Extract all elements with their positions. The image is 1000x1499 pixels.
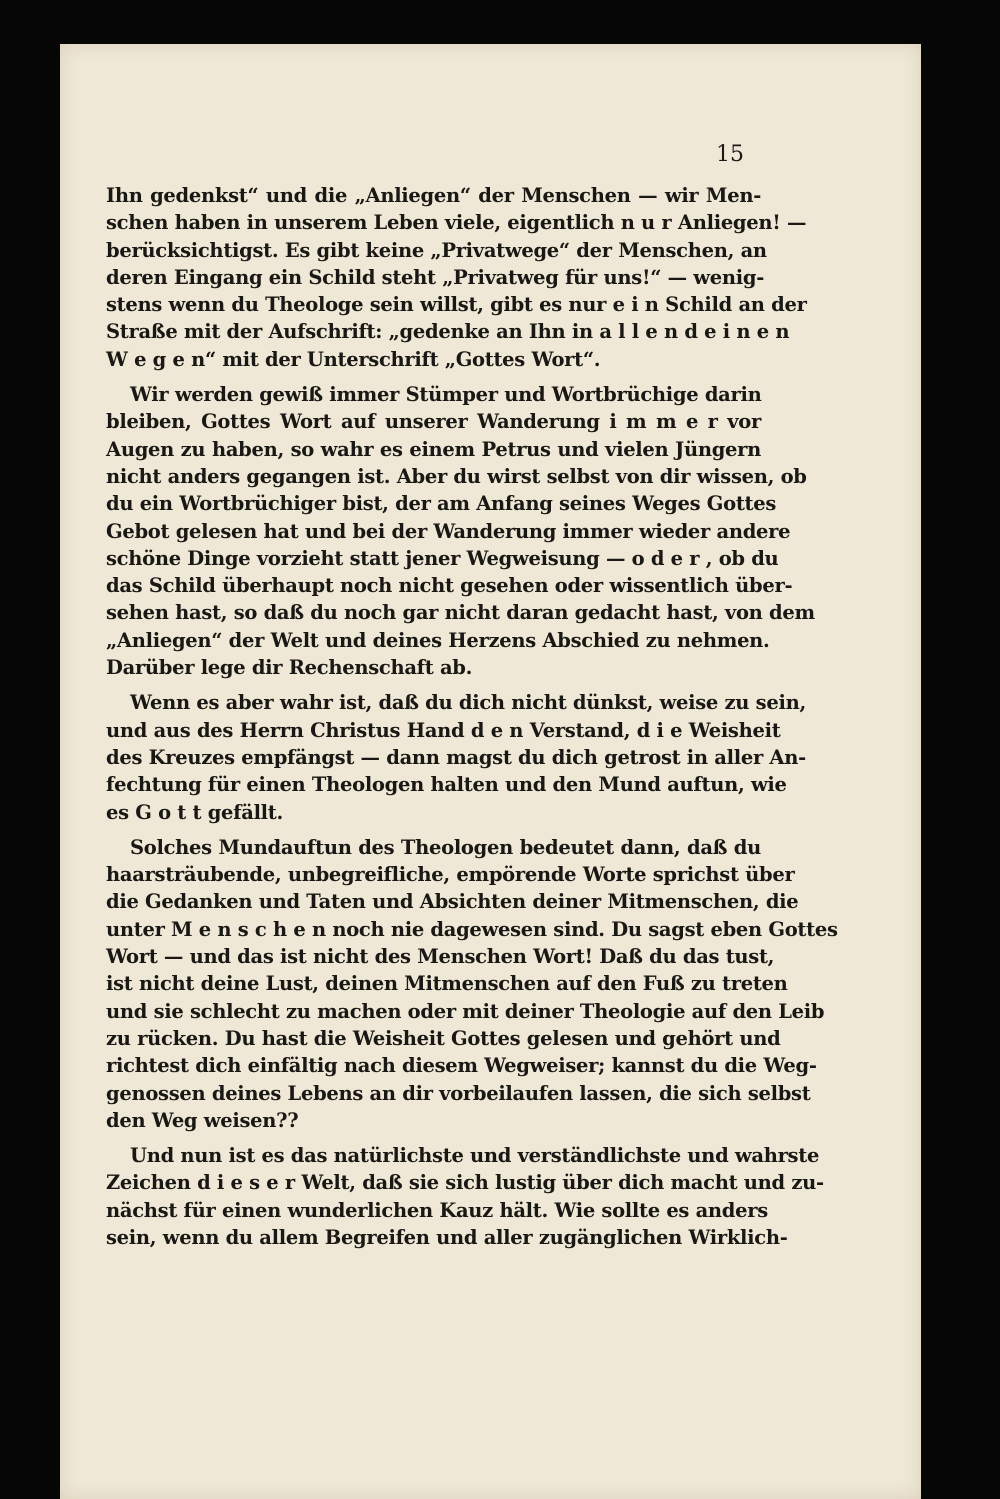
text-line: und sie schlecht zu machen oder mit deiner Theologie auf den Leib <box>106 999 825 1023</box>
paragraph-2 <box>106 381 815 681</box>
text-line: es G o t t gefällt. <box>106 800 283 824</box>
text-line: deren Eingang ein Schild steht „Privatweg für uns!“ — wenig- <box>106 265 764 289</box>
text-line: Wort — und das ist nicht des Menschen Wort! Daß du das tust, <box>106 945 775 969</box>
text-line: unter M e n s c h e n noch nie dagewesen sind. Du sagst eben Gottes <box>106 917 838 941</box>
text-line: den Weg weisen?? <box>106 1108 299 1132</box>
paragraph-3 <box>106 689 806 825</box>
text-line: und aus des Herrn Christus Hand d e n Verstand, d i e Weisheit <box>106 718 781 742</box>
page-number: 15 <box>716 142 744 167</box>
text-line: Straße mit der Aufschrift: „gedenke an Ihn in a l l e n d e i n e n <box>106 320 790 344</box>
text-line: Zeichen d i e s e r Welt, daß sie sich lustig über dich macht und zu- <box>106 1171 824 1195</box>
text-line: Wenn es aber wahr ist, daß du dich nicht dünkst, weise zu sein, <box>130 691 806 715</box>
text-line: Ihn gedenkst“ und die „Anliegen“ der Menschen — wir Men- <box>106 184 761 207</box>
text-line: nicht anders gegangen ist. Aber du wirst selbst von dir wissen, ob <box>106 464 807 488</box>
text-line: du ein Wortbrüchiger bist, der am Anfang seines Weges Gottes <box>106 492 777 516</box>
text-line: ist nicht deine Lust, deinen Mitmenschen auf den Fuß zu treten <box>106 972 788 996</box>
text-line: zu rücken. Du hast die Weisheit Gottes gelesen und gehört und <box>106 1026 781 1050</box>
text-line: Gebot gelesen hat und bei der Wanderung immer wieder andere <box>106 519 791 543</box>
text-line: stens wenn du Theologe sein willst, gibt es nur e i n Schild an der <box>106 293 807 317</box>
text-line: Und nun ist es das natürlichste und verständlichste und wahrste <box>130 1144 820 1168</box>
text-line: sein, wenn du allem Begreifen und aller zugänglichen Wirklich- <box>106 1225 788 1249</box>
text-line: schöne Dinge vorzieht statt jener Wegweisung — o d e r , ob du <box>106 546 779 570</box>
text-line: sehen hast, so daß du noch gar nicht daran gedacht hast, von dem <box>106 601 815 625</box>
text-line: haarsträubende, unbegreifliche, empörende Worte sprichst über <box>106 863 795 887</box>
text-line: Darüber lege dir Rechenschaft ab. <box>106 656 473 680</box>
paragraph-4 <box>106 834 838 1134</box>
text-line: berücksichtigst. Es gibt keine „Privatwege“ der Menschen, an <box>106 238 767 262</box>
text-line: das Schild überhaupt noch nicht gesehen oder wissentlich über- <box>106 574 793 598</box>
text-line: richtest dich einfältig nach diesem Wegweiser; kannst du die Weg- <box>106 1054 817 1078</box>
text-line: des Kreuzes empfängst — dann magst du dich getrost in aller An- <box>106 745 806 769</box>
text-line: schen haben in unserem Leben viele, eigentlich n u r Anliegen! — <box>106 211 807 235</box>
body-text <box>106 182 838 1251</box>
text-line: fechtung für einen Theologen halten und den Mund auftun, wie <box>106 773 787 797</box>
text-line: Solches Mundauftun des Theologen bedeutet dann, daß du <box>130 835 761 859</box>
text-line: „Anliegen“ der Welt und deines Herzens Abschied zu nehmen. <box>106 628 770 652</box>
text-line: Augen zu haben, so wahr es einem Petrus und vielen Jüngern <box>106 437 761 461</box>
paragraph-5 <box>106 1142 824 1251</box>
text-line: die Gedanken und Taten und Absichten deiner Mitmenschen, die <box>106 890 799 914</box>
text-line: nächst für einen wunderlichen Kauz hält. Wie sollte es anders <box>106 1198 768 1222</box>
text-line: W e g e n“ mit der Unterschrift „Gottes Wort“. <box>106 347 601 371</box>
text-line: Wir werden gewiß immer Stümper und Wortbrüchige darin <box>130 383 762 407</box>
text-line: genossen deines Lebens an dir vorbeilaufen lassen, die sich selbst <box>106 1081 811 1105</box>
text-line: bleiben, Gottes Wort auf unserer Wanderung i m m e r vor <box>106 410 761 434</box>
paragraph-1 <box>106 182 807 373</box>
